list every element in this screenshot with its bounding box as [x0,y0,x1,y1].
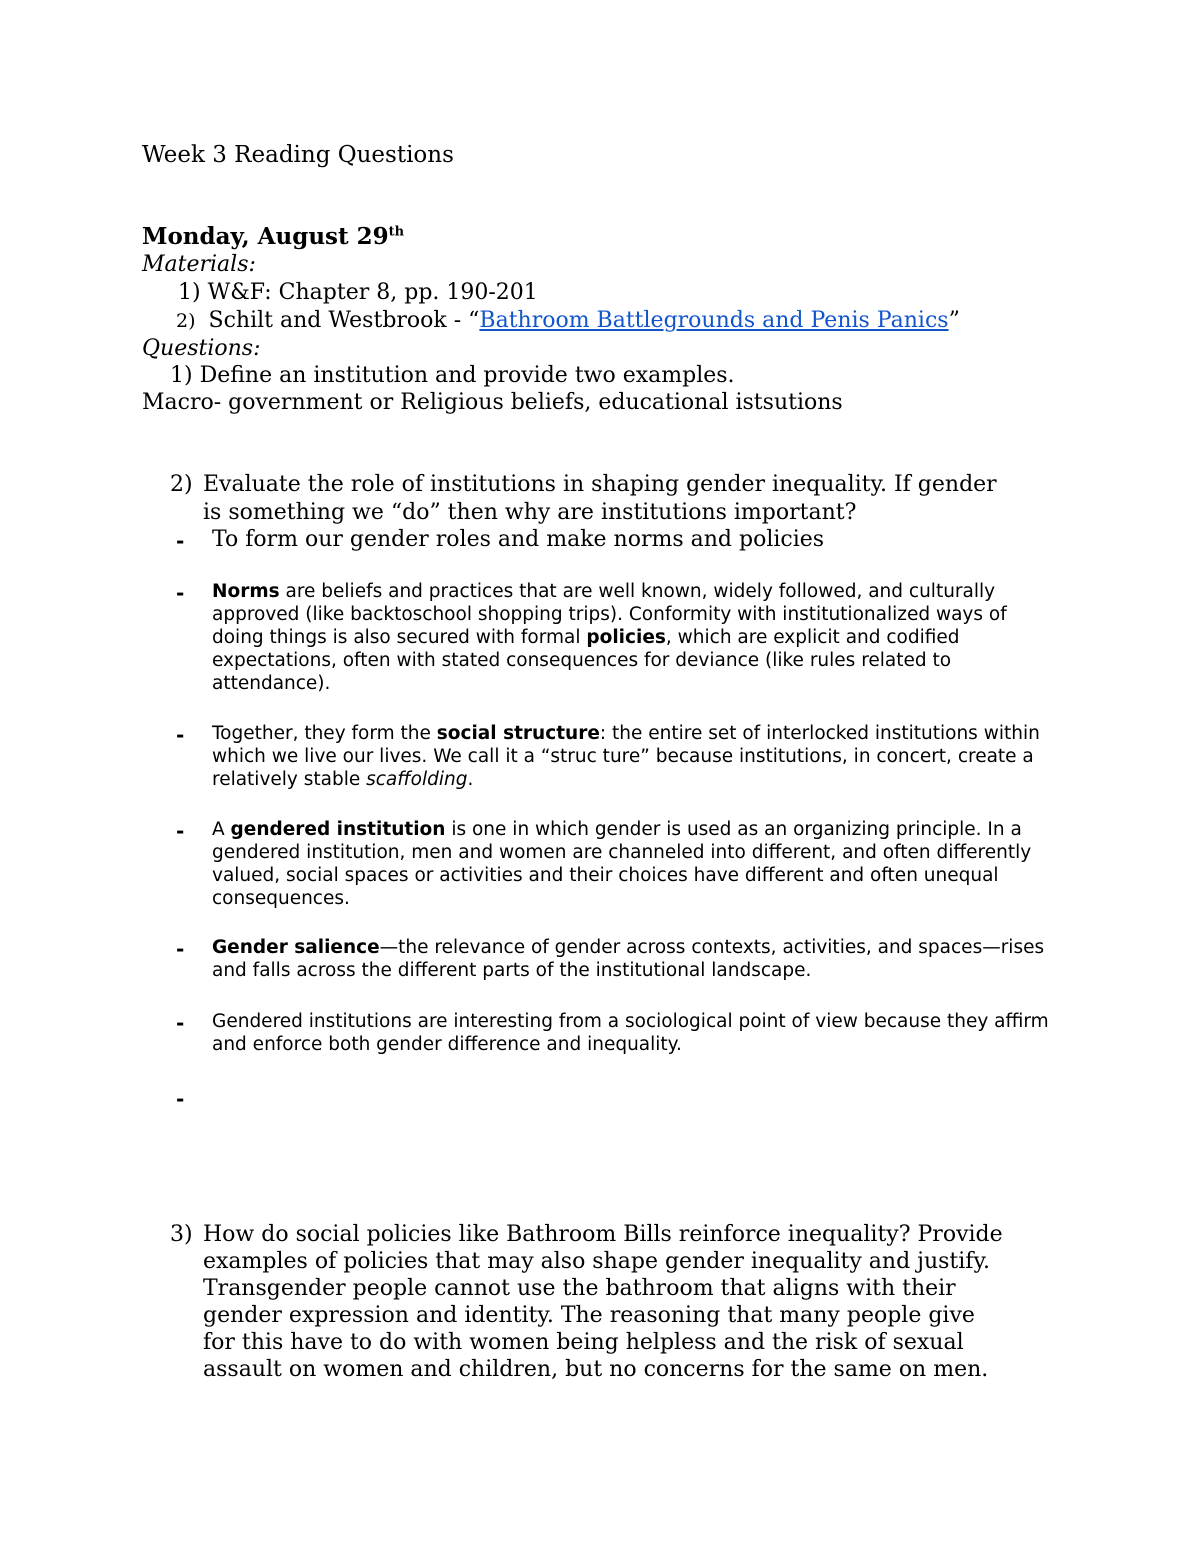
term-gender-salience: Gender salience [212,937,380,958]
material-item-2 [176,307,960,335]
question-1 [170,362,735,390]
reading-link[interactable]: Bathroom Battlegrounds and Penis Panics [479,308,949,333]
question-3-line: How do social policies like Bathroom Bills reinforce inequality? Provide [203,1222,1003,1247]
document-title: Week 3 Reading Questions [142,142,454,168]
bullet-5-text [212,936,1062,982]
question-number: 1) [170,363,193,388]
question-text: Define an institution and provide two examples. [199,363,735,388]
bullet-dash: - [176,1011,185,1035]
bullet-2-part: are beliefs and practices that are well known, widely followed, and culturally approved (like backtoschool shopping trips). Conformity with institutionalized ways of doing things is also secured with formal [212,581,1007,648]
term-social-structure: social structure [436,723,600,744]
question-2-line-2: is something we “do” then why are institutions important? [203,500,857,525]
question-2-number: 2) [170,472,193,497]
bullet-dash: - [176,581,185,605]
material-text: Schilt and Westbrook - “ [208,308,480,333]
material-text: W&F: Chapter 8, pp. 190-201 [207,280,538,305]
bullet-3-text [212,722,1062,791]
term-scaffolding: scaffolding [366,769,468,790]
question-1-answer: Macro- government or Religious beliefs, educational istsutions [142,390,843,415]
question-3-line: examples of policies that may also shape gender inequality and justify. [203,1249,990,1274]
date-suffix: th [388,224,405,240]
material-number: 2) [176,310,196,332]
materials-label: Materials: [142,252,256,277]
bullet-dash: - [176,723,185,747]
bullet-2-part: , which are explicit and codified expectations, often with stated consequences for deviance (like rules related to attendance). [212,627,960,694]
question-3-line: for this have to do with women being helpless and the risk of sexual [203,1330,964,1355]
material-quote-close: ” [948,308,960,333]
bullet-4-text [212,818,1062,910]
term-gendered-institution: gendered institution [230,819,446,840]
question-2-line-1: Evaluate the role of institutions in shaping gender inequality. If gender [203,472,997,497]
bullet-4-part: A [212,819,231,840]
bullet-dash-empty: - [176,1087,185,1111]
bullet-1-text: To form our gender roles and make norms and policies [212,527,825,552]
term-policies: policies [586,627,666,648]
question-3-line: assault on women and children, but no concerns for the same on men. [203,1357,989,1382]
material-item-1 [178,279,538,307]
question-3-line: Transgender people cannot use the bathroom that aligns with their [203,1276,956,1301]
material-number: 1) [178,280,201,305]
question-3-line: gender expression and identity. The reasoning that many people give [203,1303,975,1328]
questions-label: Questions: [142,336,261,361]
bullet-dash: - [176,529,185,553]
date-heading [142,223,404,251]
question-3-number: 3) [170,1222,193,1247]
bullet-4-part: is one in which gender is used as an organizing principle. In a gendered institution, men and women are channeled into different, and often differently valued, social spaces or activities and their choices have different and often unequal consequences. [212,819,1032,909]
bullet-6-text: Gendered institutions are interesting from a sociological point of view because they affirm and enforce both gender difference and inequality. [212,1011,1049,1055]
bullet-3-part: : the entire set of interlocked institutions within which we live our lives. We call it a “struc ture” because institutions, in concert, create a relatively stable [212,723,1040,790]
bullet-3-part: Together, they form the [212,723,437,744]
term-norms: Norms [212,581,280,602]
bullet-dash: - [176,819,185,843]
bullet-dash: - [176,937,185,961]
bullet-5-part: —the relevance of gender across contexts, activities, and spaces—rises and falls across the different parts of the institutional landscape. [212,937,1045,981]
date-text: Monday, August 29 [142,223,389,250]
bullet-2-text [212,580,1062,695]
bullet-3-part: . [467,769,474,790]
